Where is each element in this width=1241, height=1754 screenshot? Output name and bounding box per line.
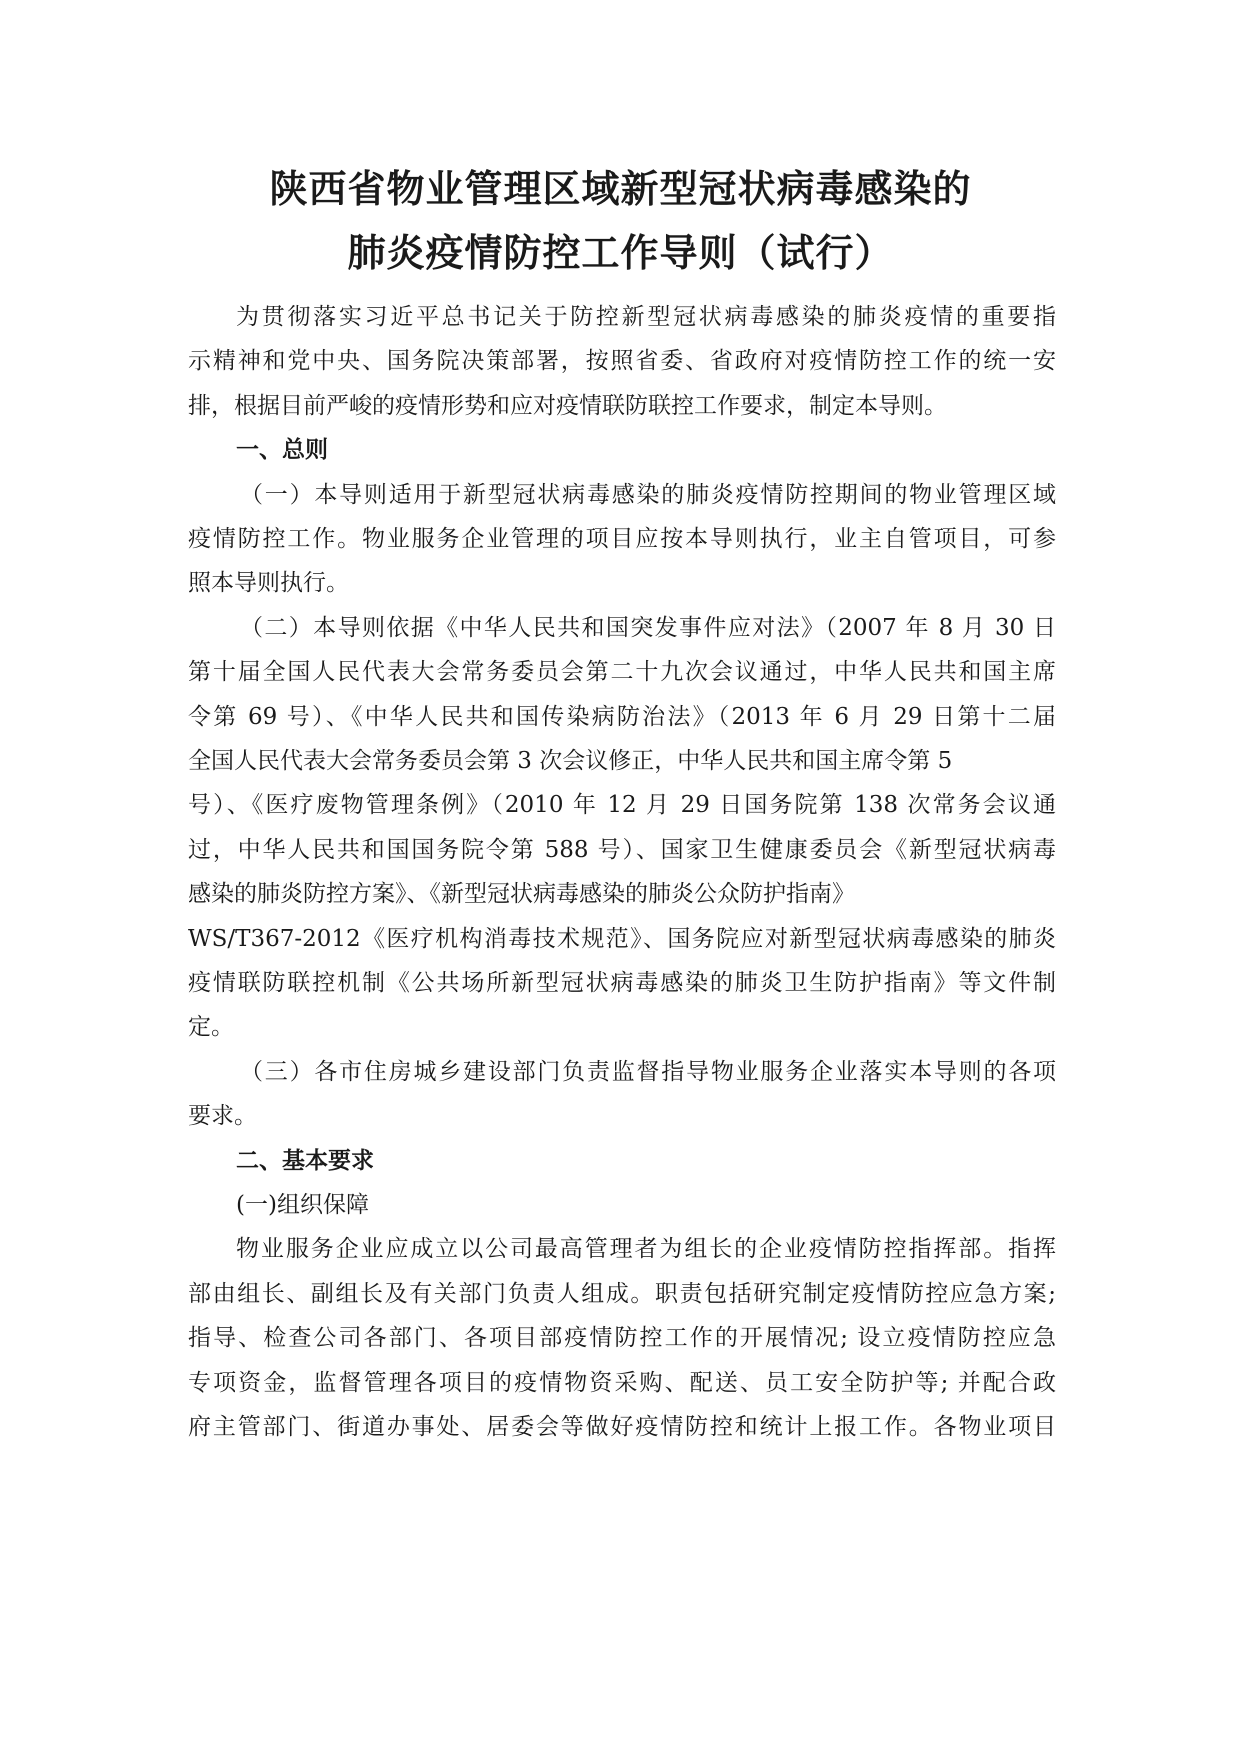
paragraph-line: （二）本导则依据《中华人民共和国突发事件应对法》（2007 年 8 月 30 日 [240,615,1056,641]
subsection-heading: (一)组织保障 [236,1192,369,1218]
section-heading: 一、总则 [236,437,328,463]
paragraph-line: 为贯彻落实习近平总书记关于防控新型冠状病毒感染的肺炎疫情的重要指 [236,304,1056,330]
paragraph-line: 部由组长、副组长及有关部门负责人组成。职责包括研究制定疫情防控应急方案; [188,1281,1056,1307]
paragraph-line: 令第 69 号）、《中华人民共和国传染病防治法》（2013 年 6 月 29 日第十二届 [188,704,1056,730]
document-title-line-2: 肺炎疫情防控工作导则（试行） [347,231,894,275]
paragraph-line: 排，根据目前严峻的疫情形势和应对疫情联防联控工作要求，制定本导则。 [188,393,947,419]
paragraph-line: 疫情联防联控机制《公共场所新型冠状病毒感染的肺炎卫生防护指南》等文件制 [188,970,1056,996]
paragraph-line: 全国人民代表大会常务委员会第 3 次会议修正，中华人民共和国主席令第 5 [188,748,953,774]
paragraph-line: 定。 [188,1014,234,1040]
paragraph-line: （三）各市住房城乡建设部门负责监督指导物业服务企业落实本导则的各项 [240,1059,1056,1085]
paragraph-line: 指导、检查公司各部门、各项目部疫情防控工作的开展情况; 设立疫情防控应急 [188,1325,1056,1351]
paragraph-line: 过，中华人民共和国国务院令第 588 号）、国家卫生健康委员会《新型冠状病毒 [188,837,1056,863]
document-title-line-1: 陕西省物业管理区域新型冠状病毒感染的 [269,167,972,211]
paragraph-line: （一）本导则适用于新型冠状病毒感染的肺炎疫情防控期间的物业管理区域 [240,482,1056,508]
paragraph-line: 疫情防控工作。物业服务企业管理的项目应按本导则执行，业主自管项目，可参 [188,526,1056,552]
paragraph-line: 要求。 [188,1103,257,1129]
paragraph-line: 第十届全国人民代表大会常务委员会第二十九次会议通过，中华人民共和国主席 [188,659,1056,685]
paragraph-line: 示精神和党中央、国务院决策部署，按照省委、省政府对疫情防控工作的统一安 [188,348,1056,374]
paragraph-line: 号）、《医疗废物管理条例》（2010 年 12 月 29 日国务院第 138 次常务会议通 [188,792,1056,818]
section-heading: 二、基本要求 [236,1148,374,1174]
paragraph-line: 府主管部门、街道办事处、居委会等做好疫情防控和统计上报工作。各物业项目 [188,1414,1056,1440]
paragraph-line: 照本导则执行。 [188,570,349,596]
paragraph-line: 感染的肺炎防控方案》、《新型冠状病毒感染的肺炎公众防护指南》 [188,881,855,907]
paragraph-line: 物业服务企业应成立以公司最高管理者为组长的企业疫情防控指挥部。指挥 [236,1236,1056,1262]
paragraph-line: WS/T367-2012《医疗机构消毒技术规范》、国务院应对新型冠状病毒感染的肺炎 [188,926,1056,952]
paragraph-line: 专项资金，监督管理各项目的疫情物资采购、配送、员工安全防护等; 并配合政 [188,1370,1056,1396]
